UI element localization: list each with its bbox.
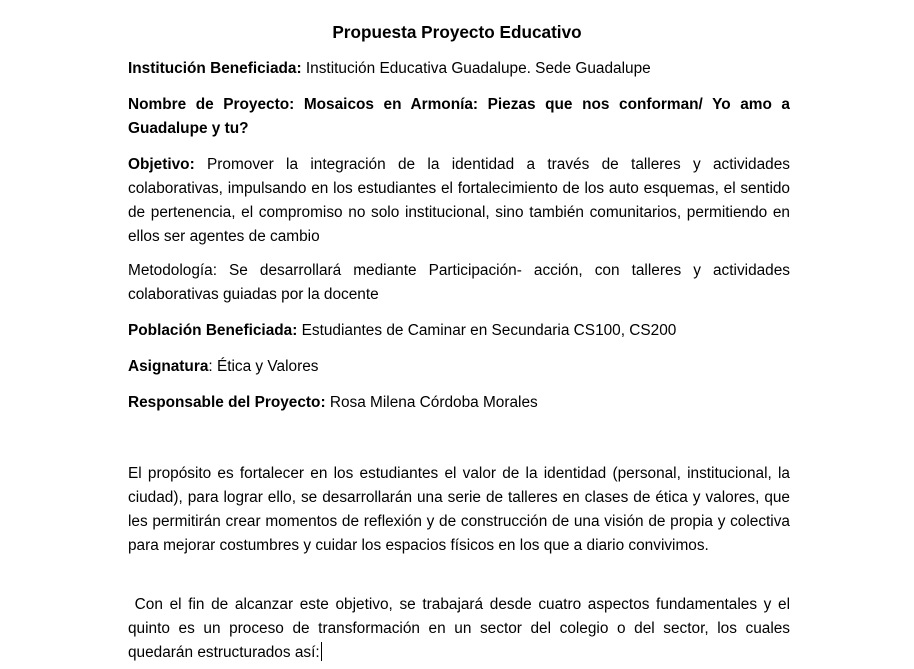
poblacion-value: Estudiantes de Caminar en Secundaria CS100, CS200	[297, 322, 677, 339]
proposito-paragraph: El propósito es fortalecer en los estudiantes el valor de la identidad (personal, institucional, la ciudad), para lograr ello, se desarrollarán una serie de talleres en clases de ética y valores, que les permitirán crear momentos de reflexión y de construcción de una visión de propia y colectiva para mejorar costumbres y cuidar los espacios físicos en los que a diario convivimos.	[128, 465, 790, 554]
asignatura-line	[128, 355, 790, 379]
responsable-value: Rosa Milena Córdoba Morales	[325, 394, 538, 411]
institucion-line	[128, 57, 790, 81]
objetivo-label: Objetivo:	[128, 156, 195, 173]
poblacion-line	[128, 319, 790, 343]
responsable-line	[128, 391, 790, 415]
text-cursor	[321, 642, 322, 661]
poblacion-label: Población Beneficiada:	[128, 322, 298, 339]
document-title: Propuesta Proyecto Educativo	[332, 22, 582, 42]
metodologia-paragraph: Metodología: Se desarrollará mediante Participación- acción, con talleres y actividades colaborativas guiadas por la docente	[128, 262, 790, 303]
asignatura-value: : Ética y Valores	[208, 358, 319, 375]
aspectos-paragraph	[128, 593, 795, 665]
objetivo-value: Promover la integración de la identidad a través de talleres y actividades colaborativas, impulsando en los estudiantes el fortalecimiento de los auto esquemas, el sentido de pertenencia, el compromiso no solo institucional, sino también comunitarios, permitiendo en ellos ser agentes de cambio	[128, 156, 790, 245]
institucion-label: Institución Beneficiada:	[128, 60, 302, 77]
aspectos-text: Con el fin de alcanzar este objetivo, se trabajará desde cuatro aspectos fundamentales y el quinto es un proceso de transformación en un sector del colegio o del sector, los cuales quedarán estructurados así:	[128, 596, 795, 661]
objetivo-paragraph	[128, 153, 790, 249]
institucion-value: Institución Educativa Guadalupe. Sede Guadalupe	[301, 60, 651, 77]
asignatura-label: Asignatura	[128, 358, 209, 375]
responsable-label: Responsable del Proyecto:	[128, 394, 326, 411]
nombre-proyecto: Nombre de Proyecto: Mosaicos en Armonía: Piezas que nos conforman/ Yo amo a Guadalupe y tu?	[128, 96, 790, 137]
